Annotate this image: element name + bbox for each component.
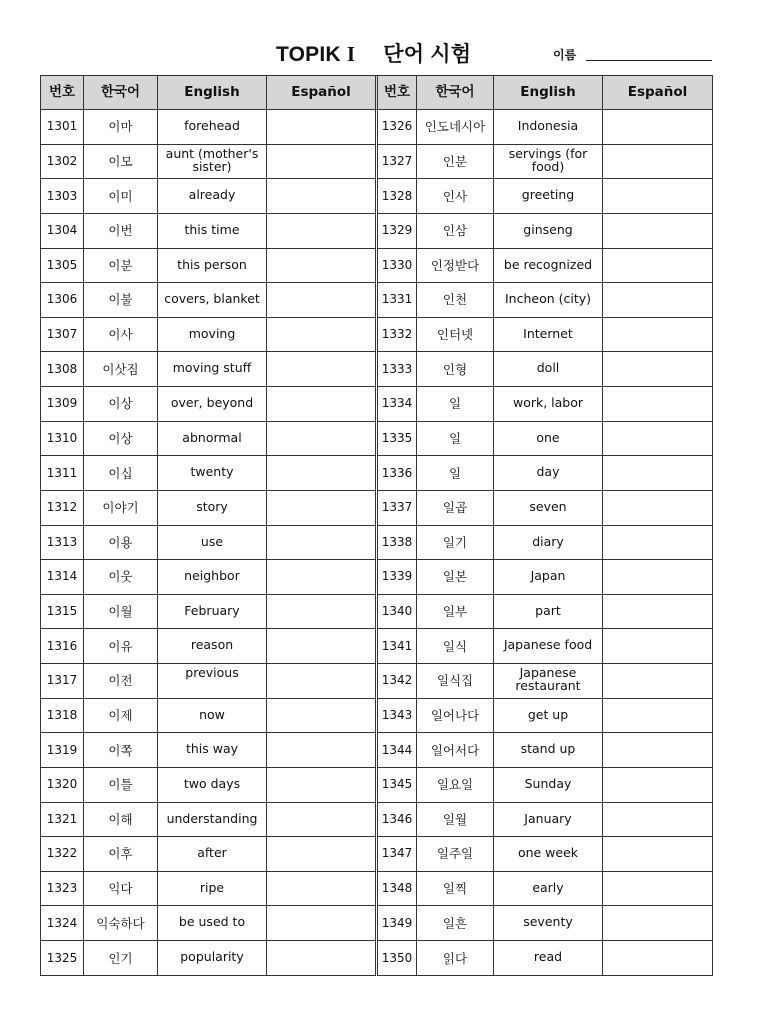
page-title [276, 38, 471, 68]
korean-word: 일찍 [417, 871, 494, 906]
korean-word: 인삼 [417, 213, 494, 248]
spanish-answer-cell[interactable] [267, 283, 376, 318]
english-meaning: Japanese food [494, 629, 603, 664]
word-number: 1307 [41, 317, 84, 352]
table-row [41, 629, 713, 664]
word-number: 1335 [378, 421, 417, 456]
spanish-answer-cell[interactable] [267, 594, 376, 629]
word-number: 1332 [378, 317, 417, 352]
korean-word: 일요일 [417, 767, 494, 802]
english-meaning: January [494, 802, 603, 837]
korean-word: 이마 [84, 110, 158, 145]
korean-word: 이사 [84, 317, 158, 352]
word-number: 1342 [378, 664, 417, 699]
spanish-answer-cell[interactable] [267, 837, 376, 872]
spanish-answer-cell[interactable] [267, 941, 376, 976]
spanish-answer-cell[interactable] [267, 352, 376, 387]
korean-word: 읽다 [417, 941, 494, 976]
korean-word: 일 [417, 421, 494, 456]
korean-word: 일월 [417, 802, 494, 837]
word-number: 1318 [41, 698, 84, 733]
korean-word: 익다 [84, 871, 158, 906]
english-meaning: moving stuff [158, 352, 267, 387]
spanish-answer-cell[interactable] [267, 490, 376, 525]
korean-word: 이십 [84, 456, 158, 491]
spanish-answer-cell[interactable] [267, 664, 376, 699]
korean-word: 이후 [84, 837, 158, 872]
english-meaning: greeting [494, 179, 603, 214]
english-meaning: previous [158, 664, 267, 699]
word-number: 1306 [41, 283, 84, 318]
korean-word: 인형 [417, 352, 494, 387]
korean-word: 이웃 [84, 560, 158, 595]
english-meaning: ginseng [494, 213, 603, 248]
korean-word: 일곱 [417, 490, 494, 525]
korean-word: 일기 [417, 525, 494, 560]
word-number: 1310 [41, 421, 84, 456]
word-number: 1340 [378, 594, 417, 629]
word-number: 1303 [41, 179, 84, 214]
page-header [0, 34, 768, 74]
col-header-number-left: 번호 [41, 76, 84, 110]
spanish-answer-cell[interactable] [603, 456, 713, 491]
word-number: 1327 [378, 144, 417, 179]
spanish-answer-cell[interactable] [603, 490, 713, 525]
korean-word: 인정받다 [417, 248, 494, 283]
table-row [41, 906, 713, 941]
table-body [41, 110, 713, 976]
spanish-answer-cell[interactable] [267, 698, 376, 733]
spanish-answer-cell[interactable] [267, 421, 376, 456]
word-number: 1326 [378, 110, 417, 145]
table-row [41, 144, 713, 179]
word-number: 1329 [378, 213, 417, 248]
spanish-answer-cell[interactable] [267, 629, 376, 664]
word-number: 1311 [41, 456, 84, 491]
english-meaning: Japan [494, 560, 603, 595]
english-meaning: now [158, 698, 267, 733]
title-main: TOPIK [276, 43, 341, 66]
english-meaning: seventy [494, 906, 603, 941]
word-number: 1339 [378, 560, 417, 595]
english-meaning: get up [494, 698, 603, 733]
english-meaning: over, beyond [158, 387, 267, 422]
spanish-answer-cell[interactable] [603, 283, 713, 318]
english-meaning: reason [158, 629, 267, 664]
table-row [41, 317, 713, 352]
spanish-answer-cell[interactable] [603, 664, 713, 699]
word-number: 1341 [378, 629, 417, 664]
spanish-answer-cell[interactable] [267, 179, 376, 214]
word-number: 1334 [378, 387, 417, 422]
table-row [41, 560, 713, 595]
english-meaning: Japanese restaurant [494, 664, 603, 699]
table-row [41, 698, 713, 733]
word-number: 1349 [378, 906, 417, 941]
spanish-answer-cell[interactable] [267, 767, 376, 802]
spanish-answer-cell[interactable] [603, 248, 713, 283]
word-number: 1321 [41, 802, 84, 837]
korean-word: 이제 [84, 698, 158, 733]
english-meaning: diary [494, 525, 603, 560]
korean-word: 이야기 [84, 490, 158, 525]
word-number: 1304 [41, 213, 84, 248]
spanish-answer-cell[interactable] [603, 213, 713, 248]
spanish-answer-cell[interactable] [267, 906, 376, 941]
word-number: 1322 [41, 837, 84, 872]
spanish-answer-cell[interactable] [603, 317, 713, 352]
col-header-english-left: English [158, 76, 267, 110]
korean-word: 일본 [417, 560, 494, 595]
spanish-answer-cell[interactable] [603, 421, 713, 456]
spanish-answer-cell[interactable] [267, 802, 376, 837]
english-meaning: day [494, 456, 603, 491]
english-meaning: story [158, 490, 267, 525]
korean-word: 일부 [417, 594, 494, 629]
vocabulary-table [40, 75, 713, 976]
spanish-answer-cell[interactable] [603, 802, 713, 837]
col-header-english-right: English [494, 76, 603, 110]
english-meaning: seven [494, 490, 603, 525]
table-row [41, 213, 713, 248]
korean-word: 이불 [84, 283, 158, 318]
english-meaning: part [494, 594, 603, 629]
col-header-korean-left: 한국어 [84, 76, 158, 110]
word-number: 1331 [378, 283, 417, 318]
english-meaning: Incheon (city) [494, 283, 603, 318]
word-number: 1319 [41, 733, 84, 768]
word-number: 1330 [378, 248, 417, 283]
korean-word: 일 [417, 387, 494, 422]
korean-word: 이삿짐 [84, 352, 158, 387]
english-meaning: this time [158, 213, 267, 248]
english-meaning: read [494, 941, 603, 976]
korean-word: 일어나다 [417, 698, 494, 733]
korean-word: 인분 [417, 144, 494, 179]
table-row [41, 179, 713, 214]
english-meaning: aunt (mother's sister) [158, 144, 267, 179]
table-row [41, 733, 713, 768]
english-meaning: neighbor [158, 560, 267, 595]
word-number: 1344 [378, 733, 417, 768]
korean-word: 이유 [84, 629, 158, 664]
korean-word: 익숙하다 [84, 906, 158, 941]
english-meaning: servings (for food) [494, 144, 603, 179]
korean-word: 인사 [417, 179, 494, 214]
english-meaning: twenty [158, 456, 267, 491]
spanish-answer-cell[interactable] [603, 698, 713, 733]
spanish-answer-cell[interactable] [603, 144, 713, 179]
word-number: 1345 [378, 767, 417, 802]
spanish-answer-cell[interactable] [603, 941, 713, 976]
col-header-korean-right: 한국어 [417, 76, 494, 110]
table-row [41, 664, 713, 699]
word-number: 1328 [378, 179, 417, 214]
word-number: 1336 [378, 456, 417, 491]
english-meaning: Internet [494, 317, 603, 352]
spanish-answer-cell[interactable] [603, 733, 713, 768]
word-number: 1315 [41, 594, 84, 629]
english-meaning: work, labor [494, 387, 603, 422]
english-meaning: one week [494, 837, 603, 872]
korean-word: 이분 [84, 248, 158, 283]
spanish-answer-cell[interactable] [603, 871, 713, 906]
table-row [41, 941, 713, 976]
spanish-answer-cell[interactable] [267, 144, 376, 179]
korean-word: 인기 [84, 941, 158, 976]
word-number: 1313 [41, 525, 84, 560]
word-number: 1316 [41, 629, 84, 664]
word-number: 1324 [41, 906, 84, 941]
spanish-answer-cell[interactable] [603, 179, 713, 214]
spanish-answer-cell[interactable] [603, 387, 713, 422]
english-meaning: popularity [158, 941, 267, 976]
spanish-answer-cell[interactable] [267, 560, 376, 595]
word-number: 1348 [378, 871, 417, 906]
spanish-answer-cell[interactable] [267, 317, 376, 352]
english-meaning: forehead [158, 110, 267, 145]
name-label: 이름 [553, 48, 577, 62]
title-level: I [346, 42, 356, 66]
korean-word: 이상 [84, 421, 158, 456]
english-meaning: be used to [158, 906, 267, 941]
korean-word: 이번 [84, 213, 158, 248]
word-number: 1320 [41, 767, 84, 802]
table-row [41, 837, 713, 872]
table-row [41, 802, 713, 837]
col-header-number-right: 번호 [378, 76, 417, 110]
table-row [41, 352, 713, 387]
spanish-answer-cell[interactable] [603, 767, 713, 802]
korean-word: 이쪽 [84, 733, 158, 768]
word-number: 1323 [41, 871, 84, 906]
word-number: 1302 [41, 144, 84, 179]
table-header-row [41, 76, 713, 110]
korean-word: 이상 [84, 387, 158, 422]
table-row [41, 421, 713, 456]
english-meaning: use [158, 525, 267, 560]
korean-word: 이미 [84, 179, 158, 214]
korean-word: 이모 [84, 144, 158, 179]
word-number: 1308 [41, 352, 84, 387]
spanish-answer-cell[interactable] [603, 837, 713, 872]
english-meaning: stand up [494, 733, 603, 768]
english-meaning: after [158, 837, 267, 872]
spanish-answer-cell[interactable] [267, 525, 376, 560]
korean-word: 일식집 [417, 664, 494, 699]
spanish-answer-cell[interactable] [603, 629, 713, 664]
word-number: 1312 [41, 490, 84, 525]
table-row [41, 594, 713, 629]
english-meaning: ripe [158, 871, 267, 906]
table-row [41, 490, 713, 525]
word-number: 1343 [378, 698, 417, 733]
english-meaning: already [158, 179, 267, 214]
korean-word: 이월 [84, 594, 158, 629]
name-blank-line[interactable] [586, 60, 712, 61]
table-row [41, 767, 713, 802]
korean-word: 이해 [84, 802, 158, 837]
english-meaning: Sunday [494, 767, 603, 802]
english-meaning: one [494, 421, 603, 456]
english-meaning: covers, blanket [158, 283, 267, 318]
col-header-spanish-left: Español [267, 76, 376, 110]
spanish-answer-cell[interactable] [267, 110, 376, 145]
title-korean: 단어 시험 [383, 43, 472, 66]
english-meaning: be recognized [494, 248, 603, 283]
word-number: 1317 [41, 664, 84, 699]
spanish-answer-cell[interactable] [603, 560, 713, 595]
word-number: 1346 [378, 802, 417, 837]
korean-word: 인천 [417, 283, 494, 318]
table-row [41, 525, 713, 560]
word-number: 1309 [41, 387, 84, 422]
word-number: 1314 [41, 560, 84, 595]
korean-word: 이전 [84, 664, 158, 699]
word-number: 1325 [41, 941, 84, 976]
spanish-answer-cell[interactable] [267, 387, 376, 422]
english-meaning: February [158, 594, 267, 629]
spanish-answer-cell[interactable] [603, 110, 713, 145]
english-meaning: understanding [158, 802, 267, 837]
korean-word: 일흔 [417, 906, 494, 941]
col-header-spanish-right: Español [603, 76, 713, 110]
english-meaning: doll [494, 352, 603, 387]
word-number: 1347 [378, 837, 417, 872]
korean-word: 이용 [84, 525, 158, 560]
table-row [41, 248, 713, 283]
word-number: 1333 [378, 352, 417, 387]
word-number: 1337 [378, 490, 417, 525]
korean-word: 이틀 [84, 767, 158, 802]
table-row [41, 871, 713, 906]
spanish-answer-cell[interactable] [267, 456, 376, 491]
spanish-answer-cell[interactable] [603, 906, 713, 941]
english-meaning: Indonesia [494, 110, 603, 145]
table-row [41, 110, 713, 145]
korean-word: 일어서다 [417, 733, 494, 768]
spanish-answer-cell[interactable] [267, 213, 376, 248]
korean-word: 일식 [417, 629, 494, 664]
spanish-answer-cell[interactable] [603, 352, 713, 387]
spanish-answer-cell[interactable] [603, 594, 713, 629]
table-row [41, 283, 713, 318]
english-meaning: this way [158, 733, 267, 768]
spanish-answer-cell[interactable] [267, 733, 376, 768]
spanish-answer-cell[interactable] [267, 871, 376, 906]
word-number: 1305 [41, 248, 84, 283]
table-row [41, 456, 713, 491]
word-number: 1338 [378, 525, 417, 560]
korean-word: 일 [417, 456, 494, 491]
english-meaning: early [494, 871, 603, 906]
spanish-answer-cell[interactable] [603, 525, 713, 560]
english-meaning: abnormal [158, 421, 267, 456]
korean-word: 인터넷 [417, 317, 494, 352]
table-row [41, 387, 713, 422]
english-meaning: two days [158, 767, 267, 802]
korean-word: 인도네시아 [417, 110, 494, 145]
spanish-answer-cell[interactable] [267, 248, 376, 283]
word-number: 1350 [378, 941, 417, 976]
english-meaning: moving [158, 317, 267, 352]
korean-word: 일주일 [417, 837, 494, 872]
english-meaning: this person [158, 248, 267, 283]
word-number: 1301 [41, 110, 84, 145]
